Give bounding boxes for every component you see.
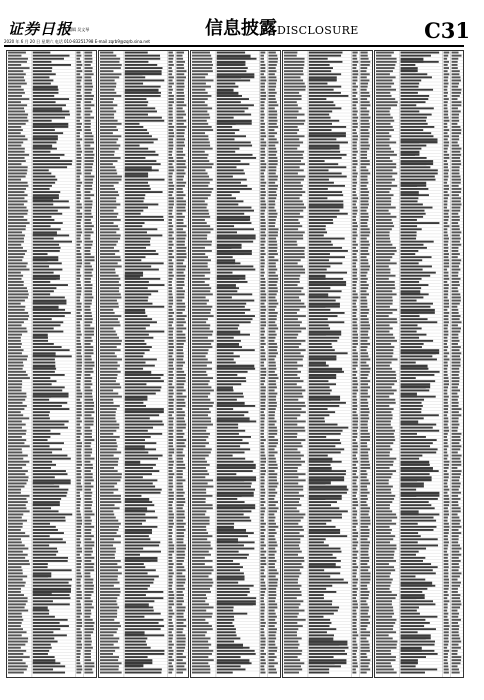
date-line: 2020 年 6 月 20 日 星期六 电话 010-83251798 E-mail zqrb9@zqrb.sina.net (4, 39, 150, 44)
listing-table-texture (99, 51, 188, 677)
page-number: C31 (424, 18, 470, 43)
section-title (205, 18, 359, 42)
masthead (0, 0, 484, 44)
listing-table-texture (7, 51, 96, 677)
listing-column (190, 50, 281, 678)
listing-column (374, 50, 464, 678)
listing-table-texture (375, 51, 463, 677)
disclosure-listing (6, 50, 464, 678)
newspaper-logo: 证券日报 (8, 20, 73, 38)
section-title-cn: 信息披露 (205, 18, 277, 39)
listing-column (6, 50, 97, 678)
listing-table-texture (283, 51, 372, 677)
masthead-rule (4, 45, 464, 47)
listing-column (282, 50, 373, 678)
editor-info: 编辑 吴文琴 (68, 27, 90, 32)
listing-column (98, 50, 189, 678)
section-title-en: DISCLOSURE (277, 24, 359, 37)
listing-table-texture (191, 51, 280, 677)
